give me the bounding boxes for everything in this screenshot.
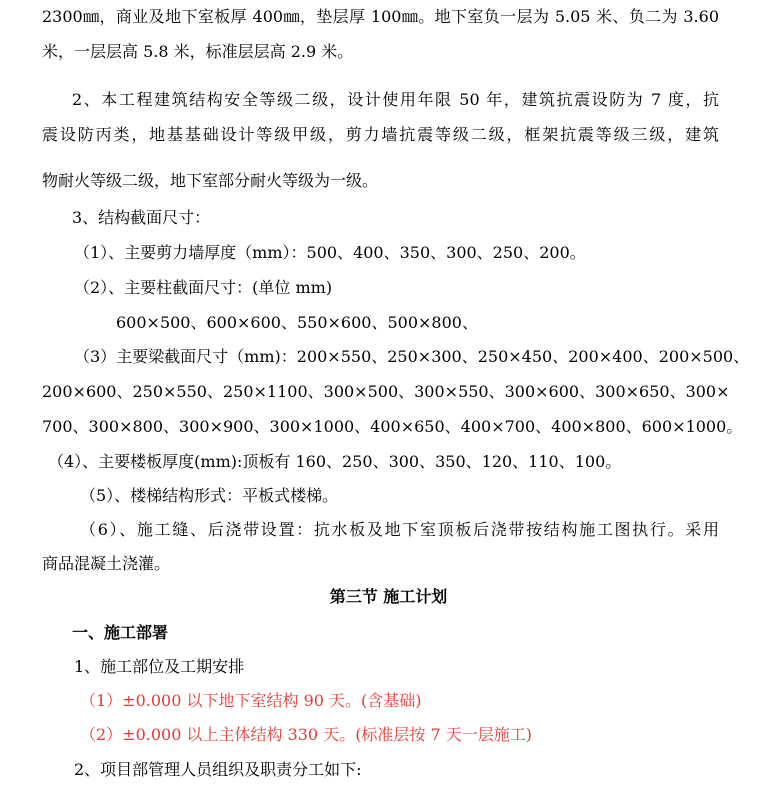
paragraph-line: 2、本工程建筑结构安全等级二级，设计使用年限 50 年，建筑抗震设防为 7 度，抗 — [72, 90, 719, 109]
list-item: （6）、施工缝、后浇带设置：抗水板及地下室顶板后浇带按结构施工图执行。采用 — [80, 520, 719, 539]
paragraph-line: 200×600、250×550、250×1100、300×500、300×550、300×600、300×650、300× — [42, 382, 730, 401]
section-label: 2、项目部管理人员组织及职责分工如下: — [74, 760, 362, 779]
paragraph-line: 2300㎜，商业及地下室板厚 400㎜，垫层厚 100㎜。地下室负一层为 5.05 米、负二为 3.60 — [42, 7, 719, 26]
paragraph-line: 商品混凝土浇灌。 — [42, 554, 171, 573]
list-item: （2）、主要柱截面尺寸：(单位 mm) — [74, 278, 333, 297]
list-item: （1）、主要剪力墙厚度（mm）：500、400、350、300、250、200。 — [74, 243, 586, 262]
highlighted-item: （2）±0.000 以上主体结构 330 天。(标准层按 7 天一层施工) — [80, 725, 533, 744]
paragraph-line: 震设防丙类，地基基础设计等级甲级，剪力墙抗震等级二级，框架抗震等级三级，建筑 — [42, 125, 719, 144]
list-item-detail: 600×500、600×600、550×600、500×800、 — [116, 313, 478, 332]
highlighted-item: （1）±0.000 以下地下室结构 90 天。(含基础) — [80, 691, 422, 710]
paragraph-line: 物耐火等级二级，地下室部分耐火等级为一级。 — [42, 171, 379, 190]
section-heading: 第三节 施工计划 — [329, 587, 448, 606]
list-item: （5）、楼梯结构形式：平板式楼梯。 — [80, 486, 339, 505]
list-item: （4）、主要楼板厚度(mm):顶板有 160、250、300、350、120、110、100。 — [48, 452, 622, 471]
section-label: 1、施工部位及工期安排 — [74, 657, 245, 676]
paragraph-line: 700、300×800、300×900、300×1000、400×650、400×700、400×800、600×1000。 — [42, 417, 743, 436]
paragraph-line: 米，一层层高 5.8 米，标准层层高 2.9 米。 — [42, 42, 354, 61]
list-item: （3）主要梁截面尺寸（mm)：200×550、250×300、250×450、200×400、200×500、 — [74, 347, 750, 366]
section-label: 3、结构截面尺寸： — [72, 208, 211, 227]
subsection-heading: 一、施工部署 — [72, 623, 169, 642]
